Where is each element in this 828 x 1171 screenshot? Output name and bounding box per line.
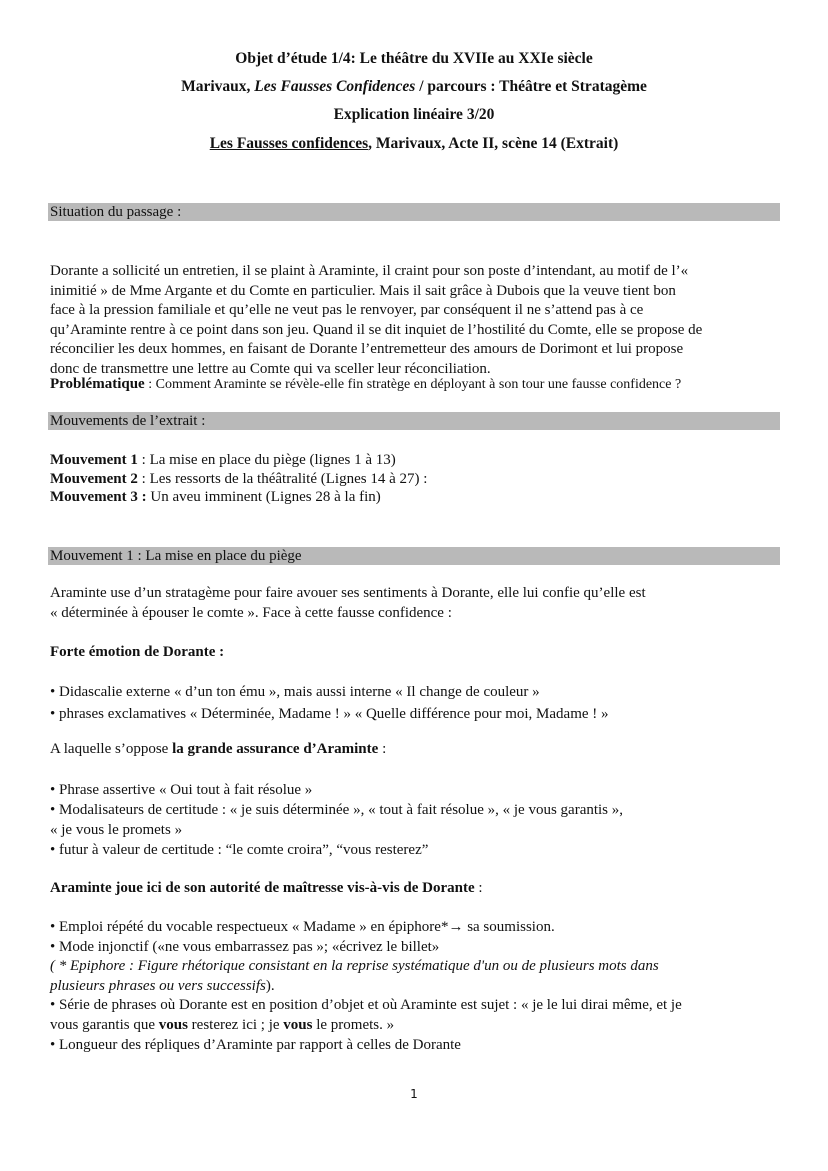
assurance-bold: la grande assurance d’Araminte <box>172 741 379 757</box>
paragraph-line: qu’Araminte rentre à ce point dans son jeu. Quand il se dit inquiet de l’hostilité du Comte, elle se propose de <box>50 321 703 338</box>
paragraph-line: donc de transmettre une lettre au Comte qui va sceller leur réconciliation. <box>50 360 491 377</box>
mouvement-text: : Les ressorts de la théâtralité (Lignes 14 à 27) : <box>137 470 428 487</box>
paragraph-line: inimitié » de Mme Argante et du Comte en particulier. Mais il sait grâce à Dubois que la veuve tient bon <box>50 282 676 299</box>
paragraph-line: Araminte use d’un stratagème pour faire avouer ses sentiments à Dorante, elle lui confie qu’elle est <box>50 585 646 601</box>
mouvements-list <box>50 451 790 507</box>
assurance-colon: : <box>378 741 387 757</box>
assurance-text: A laquelle s’oppose <box>50 741 173 757</box>
header-line-2 <box>0 78 828 96</box>
autorite-colon: : <box>474 880 483 896</box>
bullet-item: • Didascalie externe « d’un ton ému », mais aussi interne « Il change de couleur » <box>50 684 540 700</box>
mouvement-item <box>50 488 790 507</box>
bold-vous: vous <box>158 1016 188 1033</box>
text: resterez ici ; je <box>187 1016 284 1033</box>
text: le promets. » <box>312 1016 395 1033</box>
bullet-item: • futur à valeur de certitude : “le comte croira”, “vous resterez” <box>50 842 429 858</box>
autorite-bold: Araminte joue ici de son autorité de maîtresse vis-à-vis de Dorante <box>50 880 475 896</box>
page-number: 1 <box>410 1087 418 1101</box>
mouvement-label: Mouvement 2 <box>50 470 138 487</box>
header-work-title: Les Fausses Confidences <box>254 78 416 95</box>
header-author: Marivaux, <box>181 78 255 95</box>
header-work-underlined: Les Fausses confidences <box>209 135 369 152</box>
bullet-item: • Série de phrases où Dorante est en position d’objet et où Araminte est sujet : « je le lui dirai même, et je <box>50 997 682 1014</box>
bullet-item: « je vous le promets » <box>50 822 183 838</box>
header-line-1: Objet d’étude 1/4: Le théâtre du XVIIe au XXIe siècle <box>235 50 593 67</box>
header-parcours: / parcours : Théâtre et Stratagème <box>415 78 647 95</box>
autorite-heading <box>50 879 790 899</box>
bullet-item: • Emploi répété du vocable respectueux « Madame » en épiphore*→ sa soumission. <box>50 919 555 935</box>
paragraph-line: « déterminée à épouser le comte ». Face à cette fausse confidence : <box>50 604 452 621</box>
assurance-heading <box>50 740 790 760</box>
assurance-bullets <box>50 780 790 860</box>
autorite-bullets <box>50 918 790 1055</box>
mouvement-item <box>50 470 790 489</box>
bullet-item: • Mode injonctif («ne vous embarrassez pas »; «écrivez le billet» <box>50 938 440 955</box>
footnote-end: ). <box>265 977 275 994</box>
mouvement-label: Mouvement 3 : <box>50 489 147 505</box>
problematique <box>50 375 790 395</box>
header-line-3: Explication linéaire 3/20 <box>333 106 495 123</box>
emotion-bullets <box>50 681 790 725</box>
section-bar-mouvement-1: Mouvement 1 : La mise en place du piège <box>48 547 780 565</box>
bold-vous: vous <box>283 1016 313 1033</box>
emotion-heading: Forte émotion de Dorante : <box>50 644 225 660</box>
footnote-text: plusieurs phrases ou vers successifs <box>50 977 266 994</box>
m1-intro <box>50 584 790 623</box>
bullet-item: • Phrase assertive « Oui tout à fait résolue » <box>50 782 313 798</box>
section-bar-situation: Situation du passage : <box>48 203 780 221</box>
mouvement-item <box>50 451 790 470</box>
mouvement-text: Un aveu imminent (Lignes 28 à la fin) <box>146 489 381 505</box>
problematique-text: : Comment Araminte se révèle-elle fin stratège en déployant à son tour une fausse confidence ? <box>144 377 682 392</box>
bullet-item: • Modalisateurs de certitude : « je suis déterminée », « tout à fait résolue », « je vous garantis », <box>50 802 624 818</box>
footnote-line <box>50 977 790 997</box>
mouvement-label: Mouvement 1 <box>50 452 138 468</box>
section-bar-mouvements: Mouvements de l’extrait : <box>48 412 780 430</box>
bullet-item-cont <box>50 1016 790 1036</box>
paragraph-line: Dorante a sollicité un entretien, il se plaint à Araminte, il craint pour son poste d’intendant, au motif de l’« <box>50 263 689 279</box>
header-line-4 <box>0 135 828 153</box>
text: vous garantis que <box>50 1016 159 1033</box>
header-extract: , Marivaux, Acte II, scène 14 (Extrait) <box>368 135 619 152</box>
bullet-item: • Longueur des répliques d’Araminte par rapport à celles de Dorante <box>50 1036 461 1053</box>
paragraph-line: réconcilier les deux hommes, en faisant de Dorante l’entremetteur des amours de Dorimont et lui propose <box>50 341 684 357</box>
mouvement-text: : La mise en place du piège (lignes 1 à 13) <box>137 452 396 468</box>
footnote-line: ( * Epiphore : Figure rhétorique consistant en la reprise systématique d'un ou de plusieurs mots dans <box>50 958 659 975</box>
bullet-item: • phrases exclamatives « Déterminée, Madame ! » « Quelle différence pour moi, Madame ! » <box>50 706 609 722</box>
problematique-label: Problématique <box>50 376 145 392</box>
situation-paragraph <box>50 262 790 379</box>
paragraph-line: face à la pression familiale et qu’elle ne veut pas le renvoyer, par conséquent il ne s’attend pas à ce <box>50 302 644 318</box>
